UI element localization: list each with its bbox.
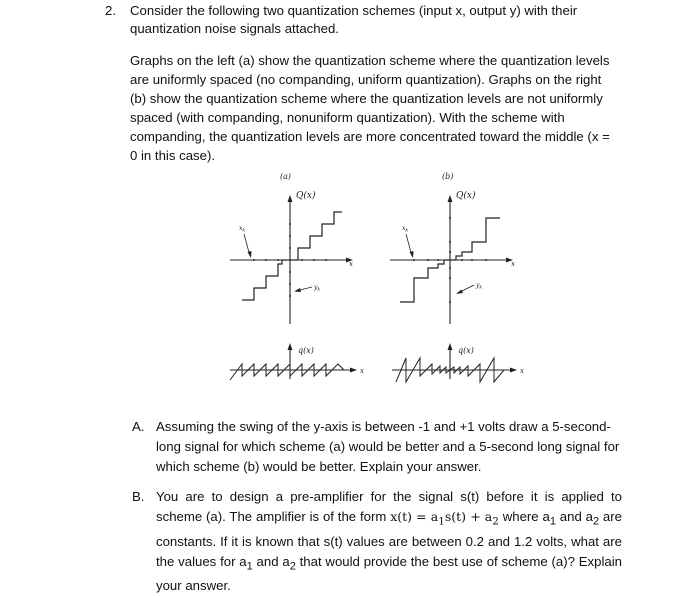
subquestion-b-label: B. bbox=[132, 489, 145, 504]
panel-a-quantizer-axis-label: Q(x) bbox=[296, 191, 316, 201]
panel-b-quantizer-axis-label: Q(x) bbox=[456, 191, 476, 201]
subquestion-a-label: A. bbox=[132, 419, 145, 434]
panel-b-yk-label: $y_k$ bbox=[476, 282, 483, 291]
panel-a-x-label: x bbox=[349, 260, 353, 268]
question-number: 2. bbox=[105, 3, 116, 18]
panel-b-xk-label: $x_k$ bbox=[402, 225, 409, 234]
question-paragraph: Graphs on the left (a) show the quantization scheme where the quantization levels are uniformly spaced (no companding, uniform quantization). Graphs on the right (b) show the quantization scheme where the quantization levels are not uniformly spaced (with companding, nonuniform quantization). With the scheme with companding, the quantization levels are more concentrated toward the middle (x = 0 in this case). bbox=[130, 53, 610, 163]
panel-b-noise-x-label: x bbox=[520, 367, 524, 375]
panel-a-noise-axis-label: q(x) bbox=[298, 346, 314, 355]
quantization-figure bbox=[220, 170, 540, 390]
panel-a-noise-x-label: x bbox=[360, 367, 364, 375]
subquestion-b-text: You are to design a pre-amplifier for the signal s(t) before it is applied to scheme (a). The amplifier is of the form $x(t) = a_1s(t) + a_2$ where $a_1$ and $a_2$ are constants. If it is known that s(t) values are between 0.2 and 1.2 volts, what are the values for $a_1$ and $a_2$ that would provide the best use of scheme (a)? Explain your answer. bbox=[156, 489, 622, 594]
formula: $x(t) = a_1s(t) + a_2$ bbox=[390, 509, 499, 528]
panel-a-noise-axes bbox=[230, 343, 357, 379]
panel-a-xk-label: $x_k$ bbox=[239, 225, 246, 234]
panel-b-label: (b) bbox=[442, 172, 454, 181]
panel-a-yk-label: $y_k$ bbox=[314, 284, 321, 293]
panel-b-noise-axis-label: q(x) bbox=[458, 346, 474, 355]
question-intro: Consider the following two quantization schemes (input x, output y) with their quantization noise signals attached. bbox=[130, 3, 578, 36]
panel-a-label: (a) bbox=[280, 172, 292, 181]
panel-a-staircase bbox=[242, 212, 342, 300]
subquestion-a-text: Assuming the swing of the y-axis is between -1 and +1 volts draw a 5-second-long signal for which scheme (a) would be better and a 5-second long signal for which scheme (b) would be better. Explain your answer. bbox=[156, 419, 620, 474]
panel-b-x-label: x bbox=[511, 260, 515, 268]
panel-a-noise-sawtooth bbox=[230, 364, 344, 380]
